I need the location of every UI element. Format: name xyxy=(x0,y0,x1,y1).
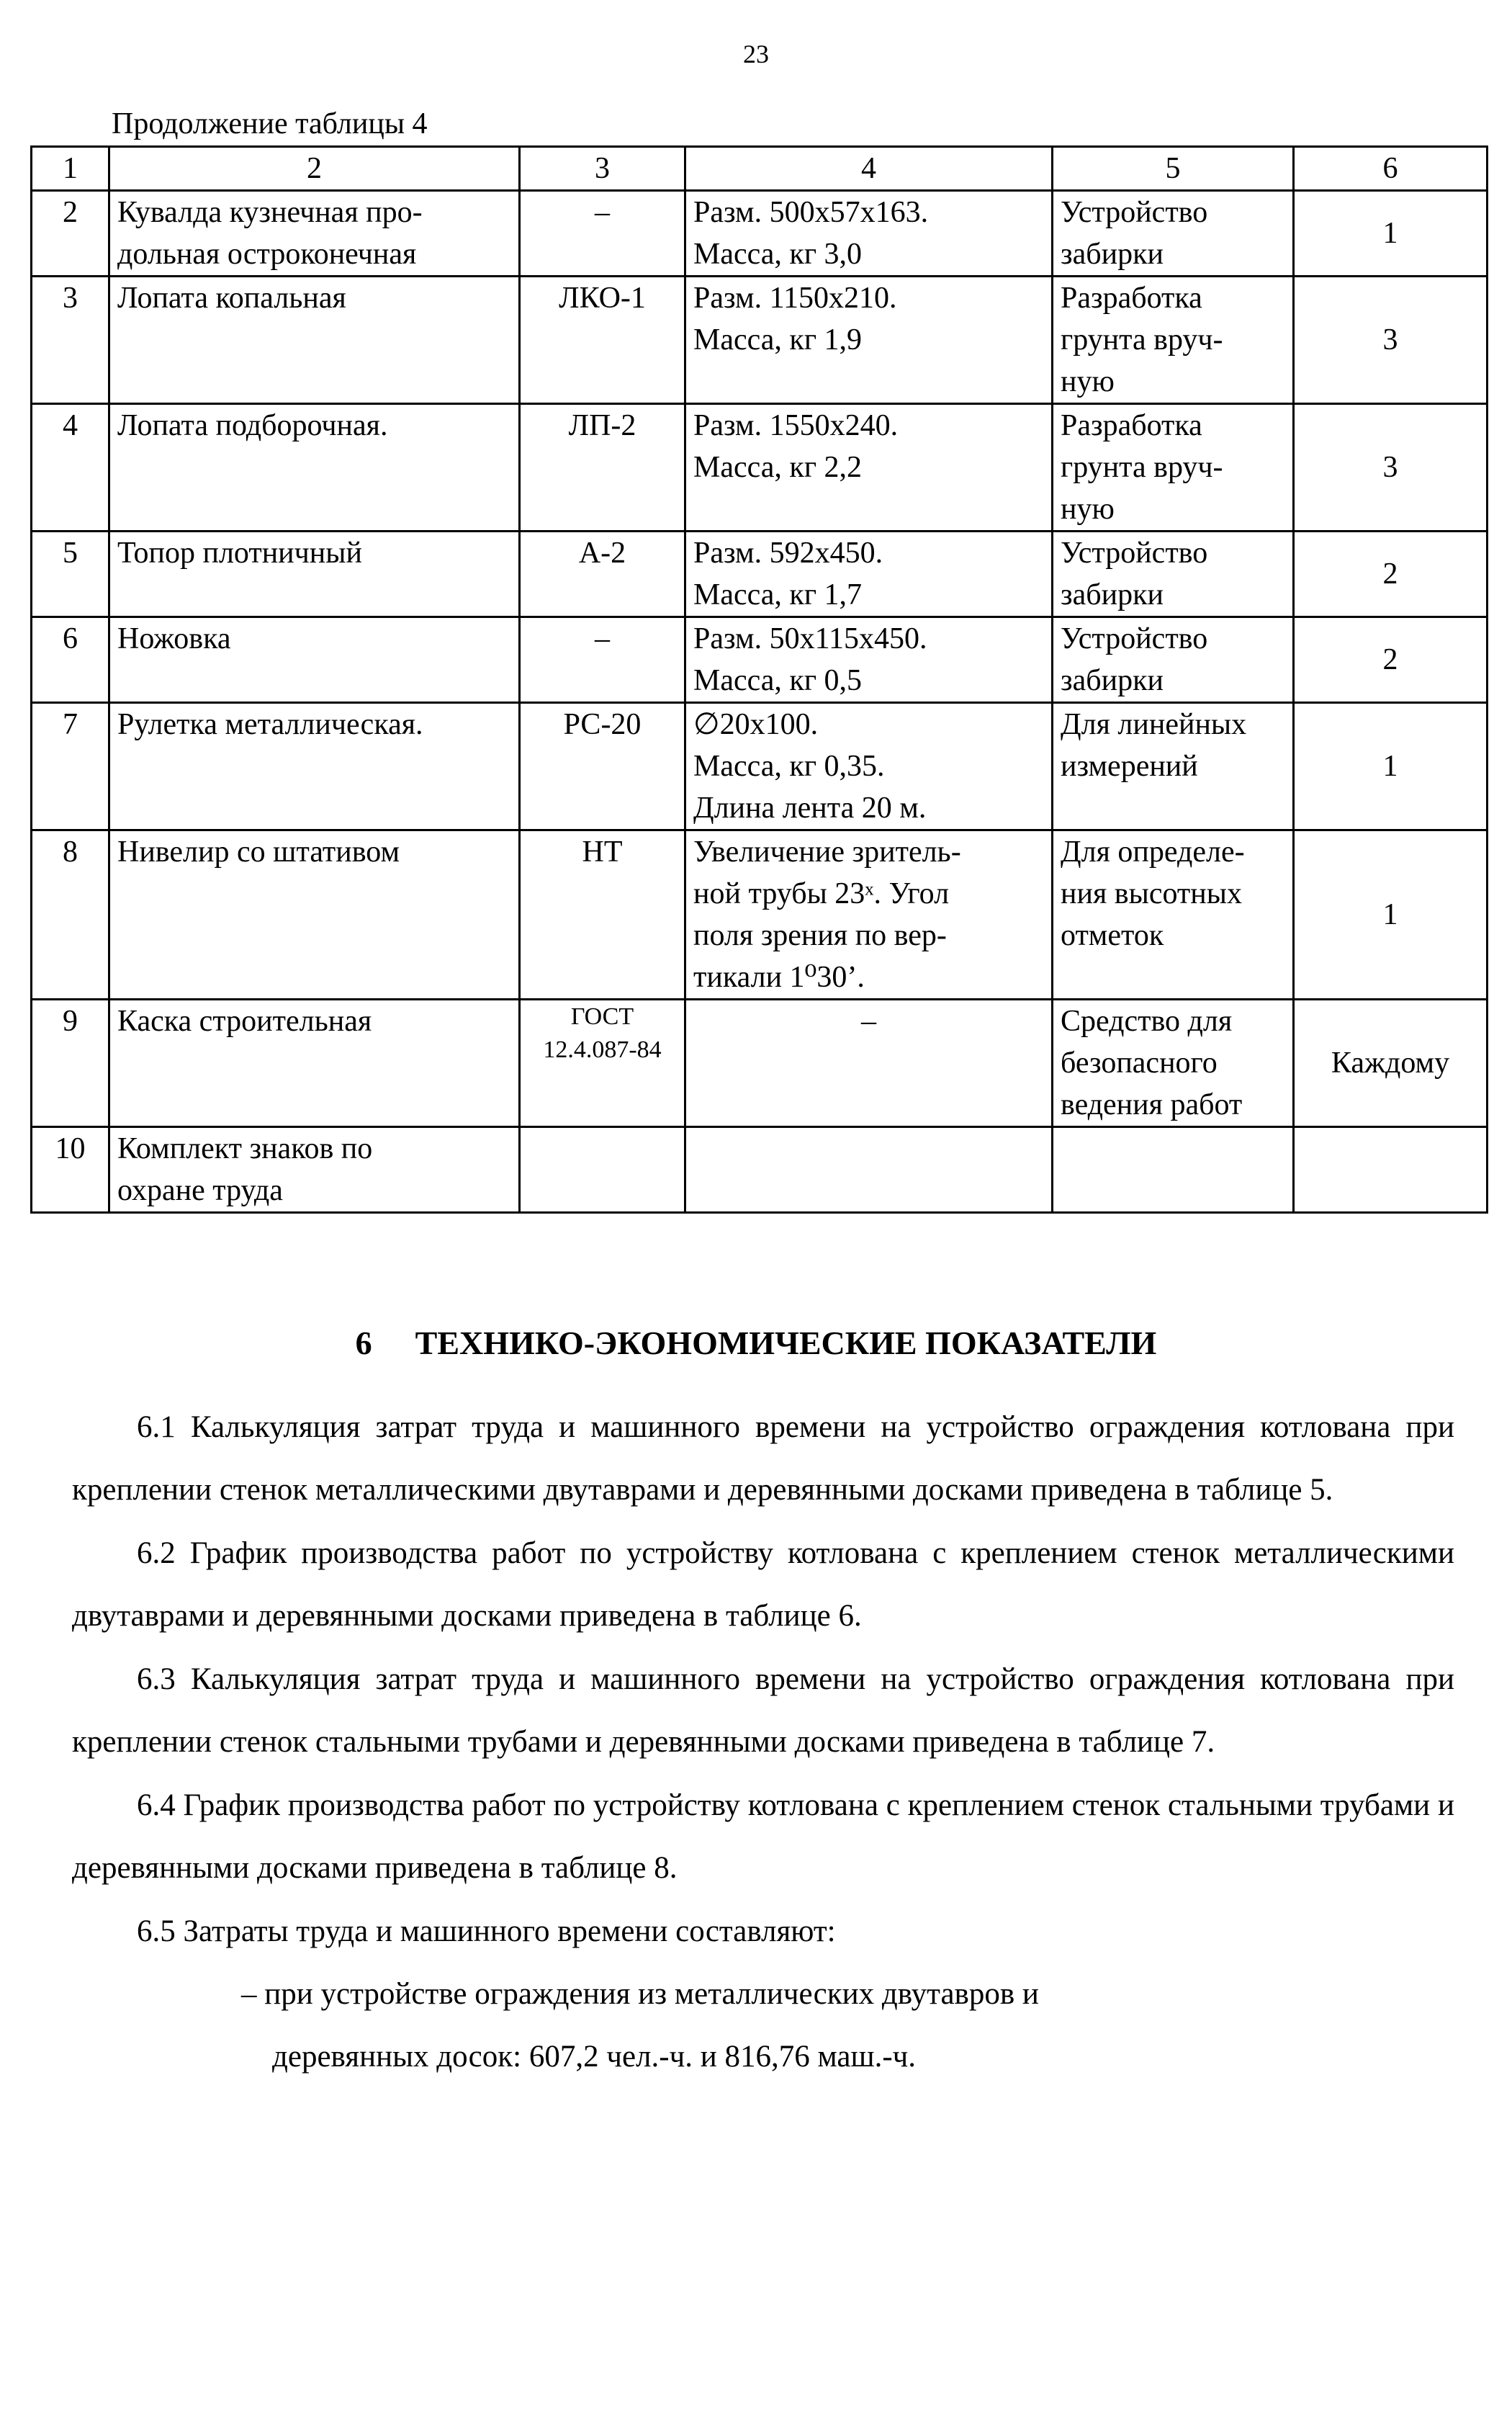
spec-cell: Разм. 592х450. Масса, кг 1,7 xyxy=(685,532,1053,617)
row-number-cell: 8 xyxy=(32,830,109,1000)
name-cell: Лопата подборочная. xyxy=(109,404,520,532)
paragraph: 6.4 График производства работ по устройству котлована с креплением стенок стальными трубами и деревянными досками приведена в таблице 8. xyxy=(72,1788,1454,1885)
page-number: 23 xyxy=(743,40,769,68)
spec-cell: – xyxy=(685,1000,1053,1127)
spec-cell: Разм. 500х57х163. Масса, кг 3,0 xyxy=(685,191,1053,277)
header-cell: 1 xyxy=(32,147,109,191)
purpose-cell: Устройство забирки xyxy=(1053,617,1294,703)
table-row xyxy=(32,1000,1488,1127)
header-cell: 6 xyxy=(1294,147,1488,191)
paragraph: 6.1 Калькуляция затрат труда и машинного времени на устройство ограждения котлована при креплении стенок металлическими двутаврами и деревянными досками приведена в таблице 5. xyxy=(72,1410,1454,1507)
name-cell: Нивелир со штативом xyxy=(109,830,520,1000)
table-row xyxy=(32,703,1488,830)
name-cell: Каска строительная xyxy=(109,1000,520,1127)
name-cell: Топор плотничный xyxy=(109,532,520,617)
header-cell: 4 xyxy=(685,147,1053,191)
code-cell: – xyxy=(520,191,685,277)
row-number-cell: 4 xyxy=(32,404,109,532)
name-cell: Ножовка xyxy=(109,617,520,703)
header-cell: 5 xyxy=(1053,147,1294,191)
code-cell: ЛКО-1 xyxy=(520,277,685,404)
purpose-cell: Устройство забирки xyxy=(1053,532,1294,617)
spec-cell: Увеличение зритель- ной трубы 23ˣ. Угол поля зрения по вер- тикали 1⁰30’. xyxy=(685,830,1053,1000)
quantity-cell: 1 xyxy=(1294,191,1488,277)
table-row xyxy=(32,277,1488,404)
row-number-cell: 10 xyxy=(32,1127,109,1213)
table-row xyxy=(32,617,1488,703)
quantity-cell xyxy=(1294,1127,1488,1213)
name-cell: Рулетка металлическая. xyxy=(109,703,520,830)
table-row xyxy=(32,830,1488,1000)
list-item: – при устройстве ограждения из металлических двутавров и xyxy=(241,1977,1039,2011)
paragraph: 6.5 Затраты труда и машинного времени составляют: xyxy=(137,1914,836,1948)
purpose-cell xyxy=(1053,1127,1294,1213)
purpose-cell: Устройство забирки xyxy=(1053,191,1294,277)
quantity-cell: 2 xyxy=(1294,532,1488,617)
table-row xyxy=(32,191,1488,277)
quantity-cell: 2 xyxy=(1294,617,1488,703)
quantity-cell: 1 xyxy=(1294,830,1488,1000)
spec-cell xyxy=(685,1127,1053,1213)
quantity-cell: Каждому xyxy=(1294,1000,1488,1127)
section-title-text: ТЕХНИКО-ЭКОНОМИЧЕСКИЕ ПОКАЗАТЕЛИ xyxy=(415,1325,1157,1361)
list-item-continuation: деревянных досок: 607,2 чел.-ч. и 816,76 маш.-ч. xyxy=(272,2040,917,2074)
paragraph: 6.2 График производства работ по устройству котлована с креплением стенок металлическими двутаврами и деревянными досками приведена в таблице 6. xyxy=(72,1536,1454,1633)
section-number: 6 xyxy=(355,1325,372,1361)
section-body xyxy=(72,1396,1454,2088)
quantity-cell: 3 xyxy=(1294,277,1488,404)
spec-cell: ∅20х100. Масса, кг 0,35. Длина лента 20 м. xyxy=(685,703,1053,830)
code-cell xyxy=(520,1127,685,1213)
name-cell: Кувалда кузнечная про- дольная остроконечная xyxy=(109,191,520,277)
equipment-table xyxy=(30,145,1488,1214)
name-cell: Лопата копальная xyxy=(109,277,520,404)
code-cell: ЛП-2 xyxy=(520,404,685,532)
paragraph: 6.3 Калькуляция затрат труда и машинного времени на устройство ограждения котлована при креплении стенок стальными трубами и деревянными досками приведена в таблице 7. xyxy=(72,1662,1454,1759)
purpose-cell: Разработка грунта вруч- ную xyxy=(1053,277,1294,404)
table-caption: Продолжение таблицы 4 xyxy=(112,107,428,140)
table-row xyxy=(32,404,1488,532)
purpose-cell: Средство для безопасного ведения работ xyxy=(1053,1000,1294,1127)
purpose-cell: Для линейных измерений xyxy=(1053,703,1294,830)
row-number-cell: 9 xyxy=(32,1000,109,1127)
section-title xyxy=(0,1324,1512,1363)
row-number-cell: 2 xyxy=(32,191,109,277)
header-cell: 3 xyxy=(520,147,685,191)
code-cell: НТ xyxy=(520,830,685,1000)
name-cell: Комплект знаков по охране труда xyxy=(109,1127,520,1213)
code-cell: А-2 xyxy=(520,532,685,617)
table-row xyxy=(32,1127,1488,1213)
spec-cell: Разм. 50х115х450. Масса, кг 0,5 xyxy=(685,617,1053,703)
row-number-cell: 7 xyxy=(32,703,109,830)
quantity-cell: 3 xyxy=(1294,404,1488,532)
code-cell: – xyxy=(520,617,685,703)
row-number-cell: 5 xyxy=(32,532,109,617)
code-cell: ГОСТ 12.4.087-84 xyxy=(520,1000,685,1127)
purpose-cell: Разработка грунта вруч- ную xyxy=(1053,404,1294,532)
code-cell: РС-20 xyxy=(520,703,685,830)
table-header-row xyxy=(32,147,1488,191)
row-number-cell: 3 xyxy=(32,277,109,404)
spec-cell: Разм. 1150х210. Масса, кг 1,9 xyxy=(685,277,1053,404)
purpose-cell: Для определе- ния высотных отметок xyxy=(1053,830,1294,1000)
spec-cell: Разм. 1550х240. Масса, кг 2,2 xyxy=(685,404,1053,532)
table-row xyxy=(32,532,1488,617)
quantity-cell: 1 xyxy=(1294,703,1488,830)
header-cell: 2 xyxy=(109,147,520,191)
row-number-cell: 6 xyxy=(32,617,109,703)
